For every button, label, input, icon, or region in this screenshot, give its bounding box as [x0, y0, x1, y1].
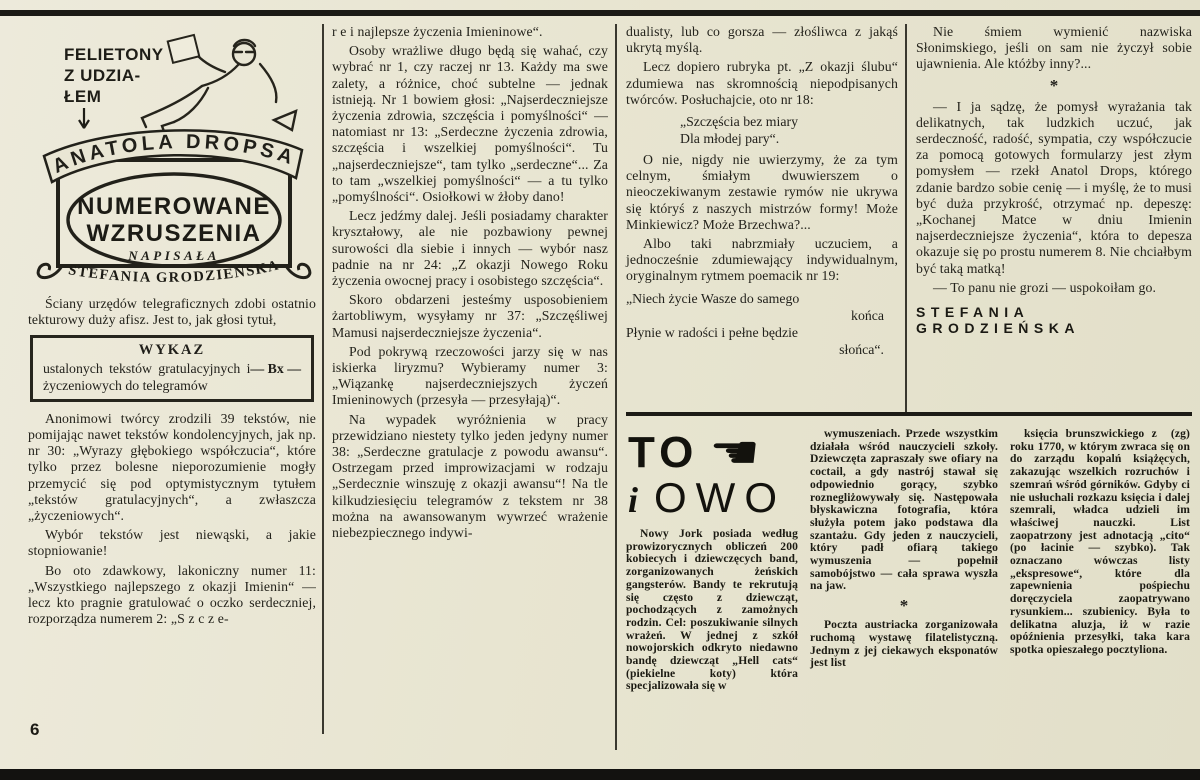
paragraph: Bo oto zdawkowy, lakoniczny numer 11: „Wszystkiego najlepszego z okazji Imienin“ — lecz kto pragnie gratulować o oczko serdeczniej, rozporządza numerem 2: „S z c z e- — [28, 562, 316, 627]
paragraph: Skoro obdarzeni jesteśmy usposobieniem żartobliwym, wysyłamy nr 37: „Szczęśliwej Mamusi najserdeczniejsze życzenia“. — [332, 292, 608, 340]
paragraph: dualisty, lub co gorsza — złośliwca z jakąś ukrytą myślą. — [626, 24, 898, 56]
page-number: 6 — [30, 720, 40, 739]
verse-line: Dla młodej pary“. — [680, 131, 780, 147]
article-masthead — [28, 24, 316, 288]
verse-line: Płynie w radości i pełne będzie — [626, 324, 799, 340]
paragraph: O nie, nigdy nie uwierzymy, że za tym celnym, śmiałym dwuwierszem o nieoczekiwanym zestawie rymów nie ukrywa się któryś z naszych mistrzów formy! Może Minkiewicz? Może Brzechwa?... — [626, 152, 898, 232]
section-divider — [626, 412, 1192, 416]
to-i-owo-column-2 — [810, 428, 998, 696]
paragraph: Albo taki nabrzmiały uczuciem, a jednocześnie zdumiewający indywidualnym, oryginalnym rytmem poemacik nr 19: — [626, 236, 898, 284]
masthead-byline-name: STEFANIA GRODZIEŃSKA — [67, 257, 282, 286]
wykaz-box — [30, 335, 314, 401]
to-i-owo-column-1 — [626, 428, 798, 696]
masthead-title-line2: WZRUSZENIA — [86, 220, 262, 247]
credit-initials: (zg) — [1170, 427, 1190, 440]
to-i-owo-title-to: TO — [628, 428, 699, 477]
paragraph: Pod pokrywą rzeczowości jarzy się w nas iskierka liryzmu? Wybieramy numer 3: „Wiązankę najserdeczniejszych życzeń Imieninowych (przesyła — przesyłają)“. — [332, 343, 608, 408]
column-1 — [28, 24, 316, 630]
paragraph: wymuszeniach. Przede wszystkim działała wśród nauczycieli szkoły. Dziewczęta zapraszały swe ofiary na coctail, a gdy nastrój stawał się odpowiednio gorący, szybko roznegliżowywały się. Następowała błyskawiczna fotografia, która służyła potem jako podstawa dla szantażu. Gdy jeden z nauczycieli, który padł ofiarą takiego wymuszenia — popełnił samobójstwo — cała sprawa wyszła na jaw. — [810, 427, 998, 593]
paragraph: — To panu nie grozi — uspokoiłam go. — [933, 279, 1157, 295]
paragraph: Na wypadek wyróżnienia w pracy przewidziano niestety tylko jeden jedyny numer 38: „Serdeczne gratulacje z powodu awansu“. Ostrzegam przed improwizacjami w rodzaju „Serdecznie winszuję z okazji awansu“! Na tle kilkudziesięciu telegramów z tekstem nr 38 można na awansowanym wywrzeć wrażenie niebezpiecznego indywi- — [332, 411, 608, 541]
author-signature: STEFANIA GRODZIEŃSKA — [916, 304, 1080, 337]
paragraph: Wybór tekstów jest niewąski, a jakie stopniowanie! — [28, 527, 316, 559]
wykaz-box-signature: — Bx — — [250, 361, 301, 377]
asterisk-separator: * — [1049, 75, 1059, 95]
column-divider — [615, 24, 617, 750]
verse-line: „Szczęścia bez miary — [680, 114, 798, 130]
paragraph: Anonimowi twórcy zrodzili 39 tekstów, nie pomijając nawet tekstów kondolencyjnych, jak np. nr 30: „Wyrazy głębokiego współczucia“, które tylko przez bolesne nieporozumienie mogły przemycić się pod optymistycznym tytułem „tekstów gratulacyjnych“, a zwłaszcza „życzeniowych“. — [28, 410, 316, 524]
masthead-kicker-line3: ŁEM — [64, 87, 102, 106]
bottom-edge — [0, 769, 1200, 780]
column-4 — [916, 24, 1192, 336]
masthead-title-line1: NUMEROWANE — [77, 193, 271, 220]
paragraph: — I ja sądzę, że pomysł wyrażania tak delikatnych, tak ludzkich uczuć, jak serdeczność, radość, sympatia, czy współczucie za pomocą gotowych formularzy jest złym pomysłem — rzekł Anatol Drops, którego zdanie bardzo sobie cenię — i myślę, że to musi być duża przykrość, otrzymać np. depeszę: „Kochanej Matce w dniu Imienin najserdeczniejsze życzenia“, która to depesza okazuje się po prostu numerem 8. Nie chciałbym być taką matką! — [916, 98, 1192, 276]
to-i-owo-section — [626, 428, 1192, 696]
wykaz-box-title: WYKAZ — [138, 342, 206, 359]
column-divider — [905, 24, 907, 412]
to-i-owo-title-i: i — [628, 480, 639, 520]
masthead-byline-label: NAPISAŁA — [128, 248, 220, 263]
arrow-down-icon — [79, 108, 89, 128]
reclining-man-illustration — [142, 35, 296, 134]
to-i-owo-column-3 — [1010, 428, 1190, 696]
paragraph: Ściany urzędów telegraficznych zdobi ostatnio tekturowy duży afisz. Jest to, jak głosi tytuł, — [28, 296, 316, 328]
paragraph: Nowy Jork posiada według prowizorycznych obliczeń 200 kobiecych i dziewczęcych band, zorganizowanych żeńskich gangsterów. Bandy te rekrutują się często z dziewcząt, pochodzących z zamożnych rodzin. Cel: poszukiwanie silnych wrażeń. W jednej z szkół nowojorskich odkryto niedawno bandę dziewcząt „Hell cats“ (piekielne koty) która specjalizowała się w — [626, 527, 798, 693]
verse-line: słońca“. — [839, 341, 884, 357]
top-rule — [0, 10, 1200, 16]
column-3 — [626, 24, 898, 360]
column-2 — [332, 24, 608, 544]
paragraph: Poczta austriacka zorganizowała ruchomą wystawę filatelistyczną. Jednym z jej ciekawych eksponatów jest list — [810, 618, 998, 670]
paragraph: (zg) księcia brunszwickiego z roku 1770, w którym zwraca się on do zarządu kopalń książęcych, zakazując wszelkich rozruchów i szemrań wśród górników. Gdyby ci nie usłuchali rozkazu księcia i dalej szemrali, władca udzieli im właściwej nauczki. List zaopatrzony jest adnotacją „cito“ (po łacinie — szybko). Tak oznaczano wówczas listy „ekspresowe“, które dla zapewnienia pośpiechu doręczyciela zaopatrywano rysunkiem... szubienicy. Była to delikatna aluzja, iż w razie opóźnienia przesyłki, taka kara spotka opieszałego pocztyliona. — [1010, 427, 1190, 656]
asterisk-separator: * — [899, 596, 909, 616]
masthead-illustration — [28, 24, 316, 288]
to-i-owo-title-owo: OWO — [654, 474, 786, 521]
masthead-kicker-line2: Z UDZIA- — [64, 66, 141, 85]
paragraph: Nie śmiem wymienić nazwiska Słonimskiego, jeśli on sam nie życzył sobie ujawnienia. Ale któżby inny?... — [916, 24, 1192, 72]
verse-nr-18 — [680, 113, 898, 147]
column-divider — [322, 24, 324, 734]
paragraph: Osoby wrażliwe długo będą się wahać, czy wybrać nr 1, czy raczej nr 13. Każdy ma swe zalety, a różnice, choć subtelne — jednak istnieją. Nr 1 bowiem głosi: „Najserdeczniejsze życzenia zdrowia, szczęścia i pomyślności“ — natomiast nr 13: „Serdeczne życzenia zdrowia, szczęścia i wszelkiej pomyślności“. Tu „najserdeczniejsze“, tam tylko „serdeczne“... Za to tam „wszelkiej pomyślności“ — a tu tylko „pomyślności“. Osiołkowi w żłoby dano! — [332, 43, 608, 205]
paragraph: r e i najlepsze życzenia Imieninowe“. — [332, 24, 543, 39]
verse-nr-19 — [626, 290, 898, 358]
pointing-hand-icon: ☚ — [709, 427, 761, 478]
paragraph: Lecz jedźmy dalej. Jeśli posiadamy charakter kryształowy, ale nie pozbawiony pewnej surowości dla siebie i innych — wybór nasz padnie na nr 24: „Z okazji Nowego Roku życzenia owocnej pracy i osobistego szczęścia“. — [332, 208, 608, 289]
banner-text: ANATOLA DROPSA — [49, 130, 300, 179]
paragraph: Lecz dopiero rubryka pt. „Z okazji ślubu“ zdumiewa nas skromnością niepodpisanych twórców. Posłuchajcie, oto nr 18: — [626, 59, 898, 107]
to-i-owo-header — [628, 427, 798, 521]
masthead-kicker-line1: FELIETONY — [64, 45, 164, 64]
verse-line: „Niech życie Wasze do samego — [626, 290, 800, 306]
wykaz-box-body: — Bx — ustalonych tekstów gratulacyjnych i życzeniowych do telegramów — [43, 361, 301, 393]
verse-line: końca — [851, 307, 884, 323]
